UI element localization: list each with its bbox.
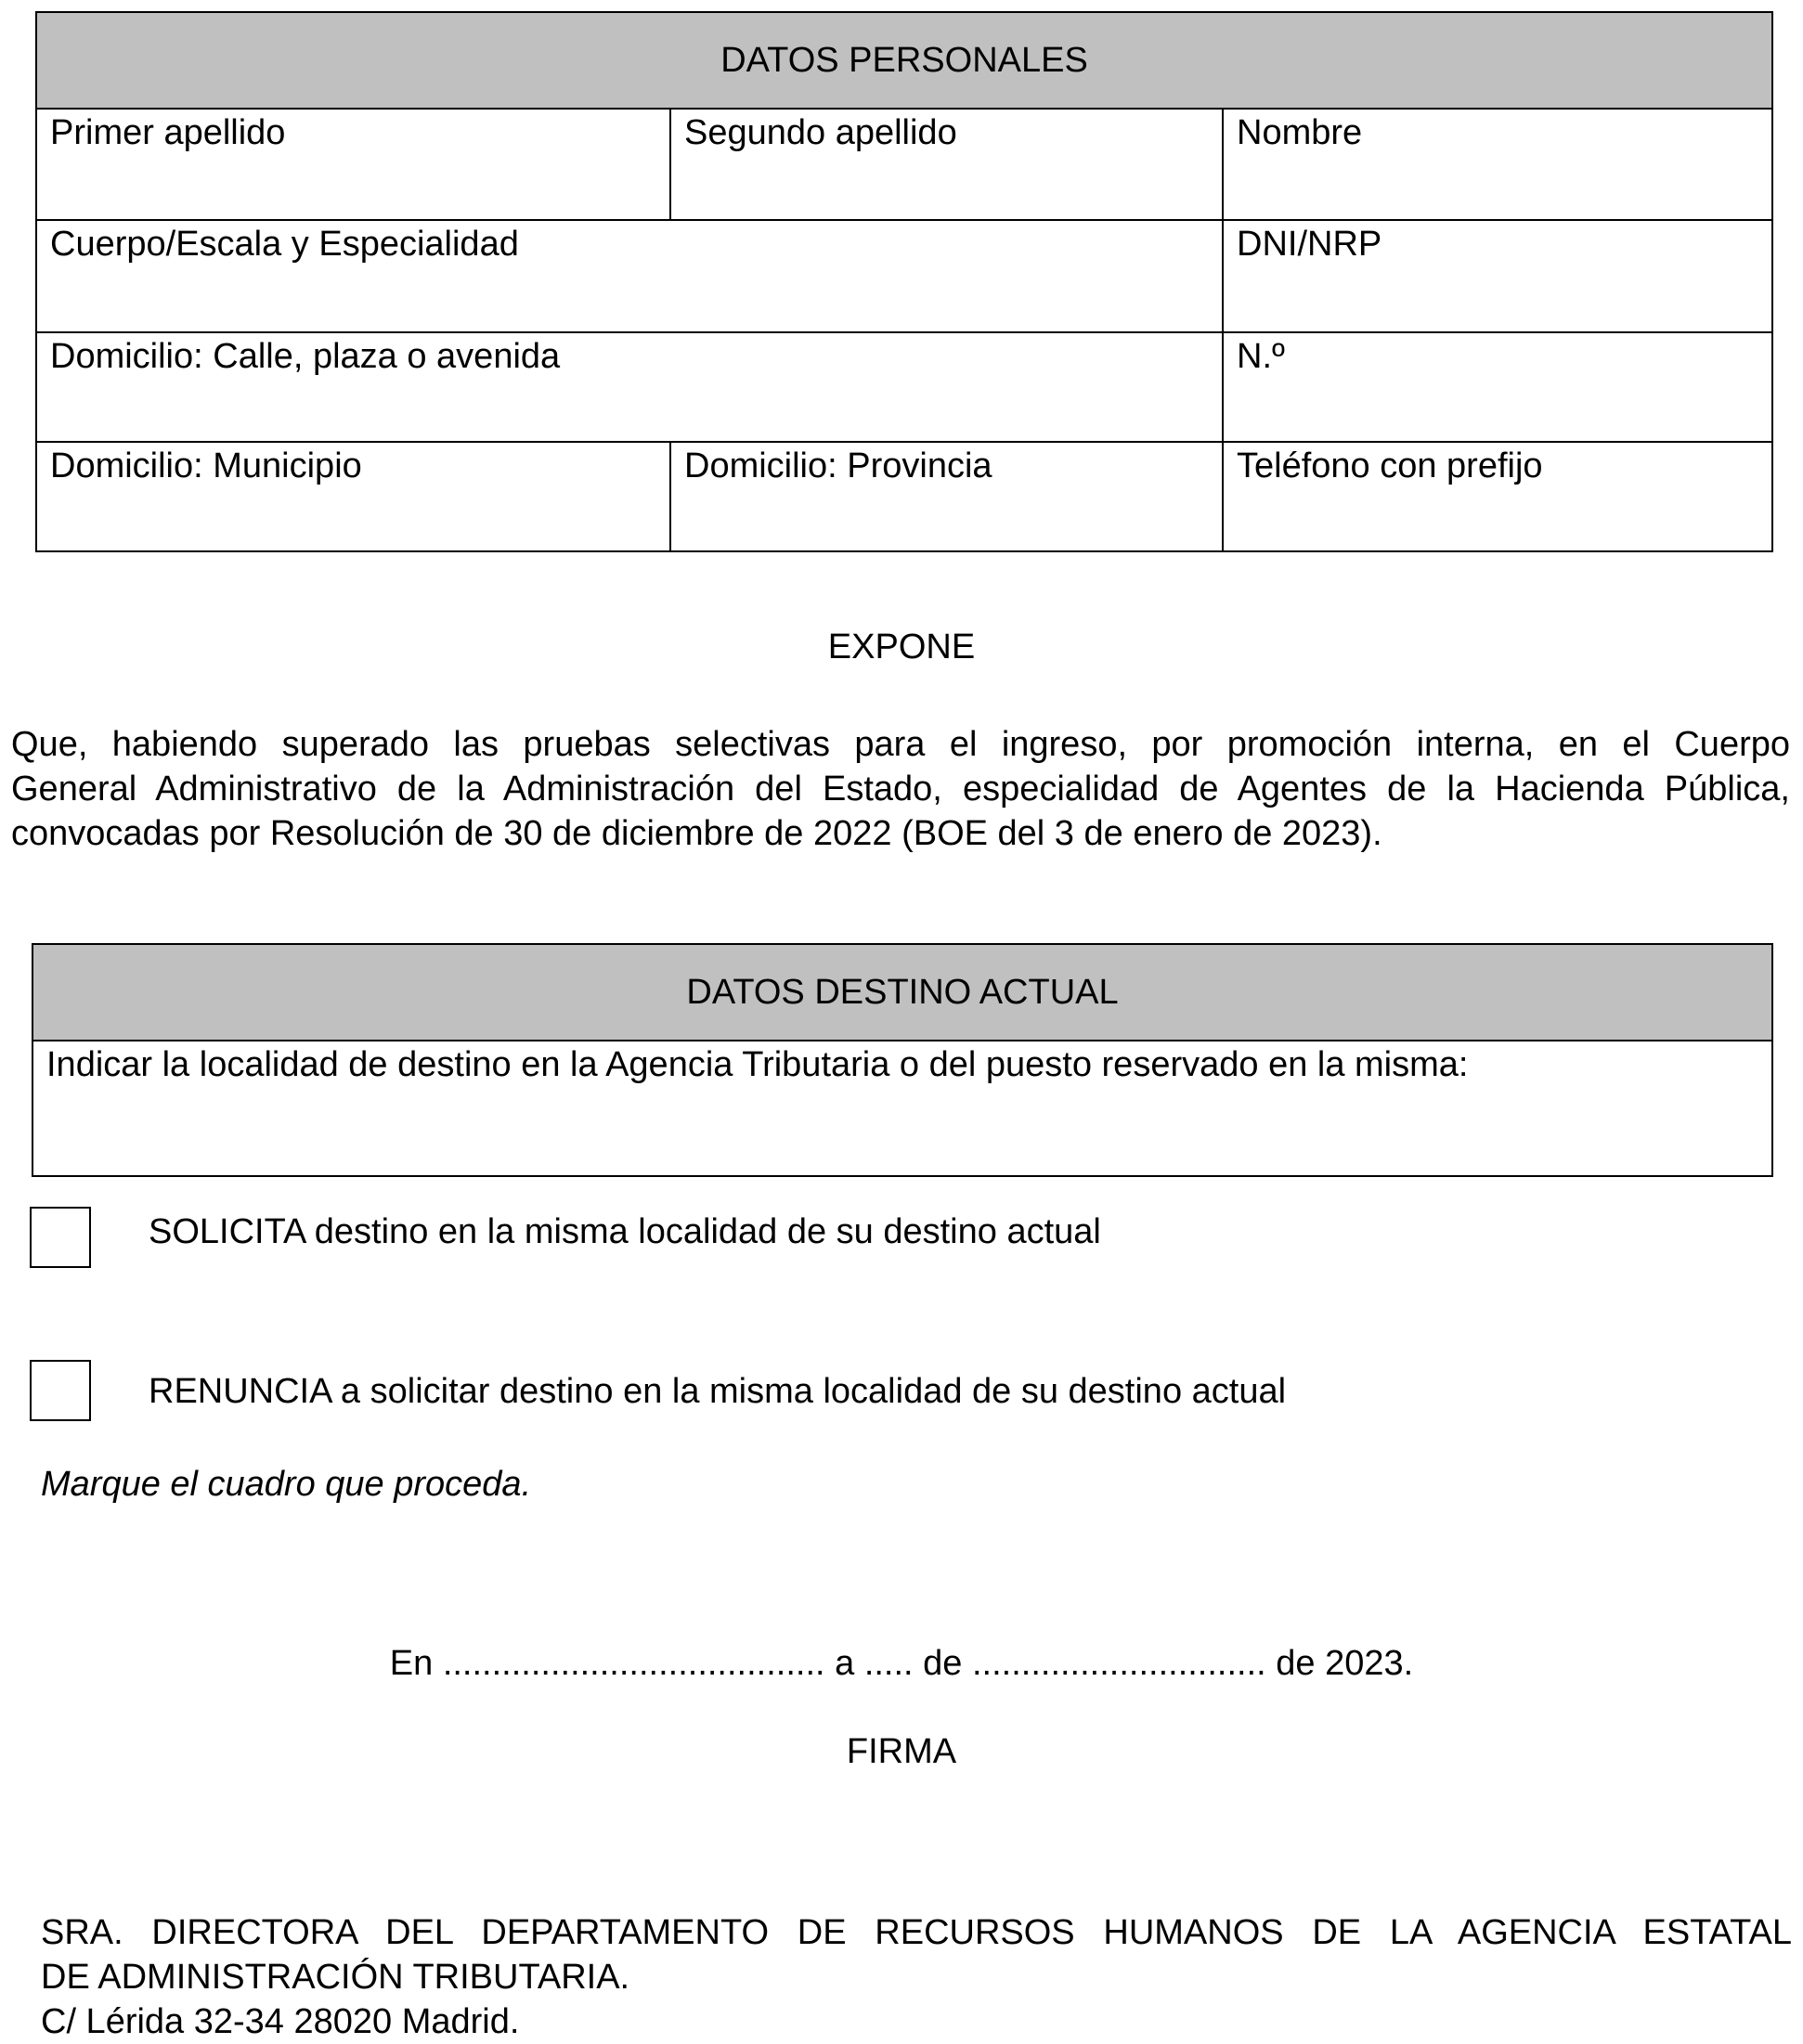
destination-header: DATOS DESTINO ACTUAL — [32, 944, 1772, 1041]
expone-heading: EXPONE — [827, 627, 976, 666]
expone-line-3: convocadas por Resolución de 30 de diciembre de 2022 (BOE del 3 de enero de 2023). — [11, 814, 1382, 853]
province-label: Domicilio: Provincia — [684, 446, 992, 485]
expone-line-2: General Administrativo de la Administración del Estado, especialidad de Agentes de la Hacienda Pública, — [11, 770, 1790, 809]
phone-field[interactable] — [1223, 442, 1772, 551]
municipality-field[interactable] — [36, 442, 670, 551]
address-number-label: N.º — [1237, 337, 1285, 376]
name-field[interactable] — [1223, 109, 1772, 220]
signature-label: FIRMA — [846, 1732, 957, 1771]
instruction-note: Marque el cuadro que proceda. — [41, 1465, 532, 1504]
personal-data-header: DATOS PERSONALES — [36, 12, 1772, 109]
first-surname-field[interactable] — [36, 109, 670, 220]
province-field[interactable] — [670, 442, 1223, 551]
dni-label: DNI/NRP — [1237, 225, 1382, 264]
body-scale-field[interactable] — [36, 220, 1223, 332]
destination-locality-field[interactable] — [32, 1041, 1772, 1176]
address-number-field[interactable] — [1223, 332, 1772, 442]
recipient-line-3: C/ Lérida 32-34 28020 Madrid. — [41, 2002, 520, 2041]
renuncia-checkbox[interactable] — [30, 1360, 91, 1421]
first-surname-label: Primer apellido — [50, 113, 286, 152]
renuncia-label: RENUNCIA a solicitar destino en la misma localidad de su destino actual — [149, 1372, 1287, 1411]
recipient-line-1: SRA. DIRECTORA DEL DEPARTAMENTO DE RECURSOS HUMANOS DE LA AGENCIA ESTATAL — [41, 1913, 1792, 1952]
expone-paragraph — [11, 722, 1790, 856]
destination-instruction: Indicar la localidad de destino en la Agencia Tributaria o del puesto reservado en la misma: — [46, 1045, 1469, 1084]
expone-line-1: Que, habiendo superado las pruebas selectivas para el ingreso, por promoción interna, en el Cuerpo — [11, 725, 1790, 764]
address-street-label: Domicilio: Calle, plaza o avenida — [50, 337, 561, 376]
personal-data-table — [35, 11, 1773, 552]
name-label: Nombre — [1237, 113, 1363, 152]
phone-label: Teléfono con prefijo — [1237, 446, 1543, 485]
destination-table — [32, 943, 1773, 1177]
recipient-line-2: DE ADMINISTRACIÓN TRIBUTARIA. — [41, 1958, 630, 1997]
dni-field[interactable] — [1223, 220, 1772, 332]
municipality-label: Domicilio: Municipio — [50, 446, 362, 485]
date-place-line: En ....................................... a ..... de .............................. de 2023. — [389, 1644, 1414, 1683]
solicita-label: SOLICITA destino en la misma localidad de su destino actual — [149, 1212, 1101, 1251]
body-scale-label: Cuerpo/Escala y Especialidad — [50, 225, 519, 264]
recipient-block — [41, 1910, 1792, 2044]
address-street-field[interactable] — [36, 332, 1223, 442]
second-surname-field[interactable] — [670, 109, 1223, 220]
solicita-checkbox[interactable] — [30, 1207, 91, 1268]
second-surname-label: Segundo apellido — [684, 113, 957, 152]
